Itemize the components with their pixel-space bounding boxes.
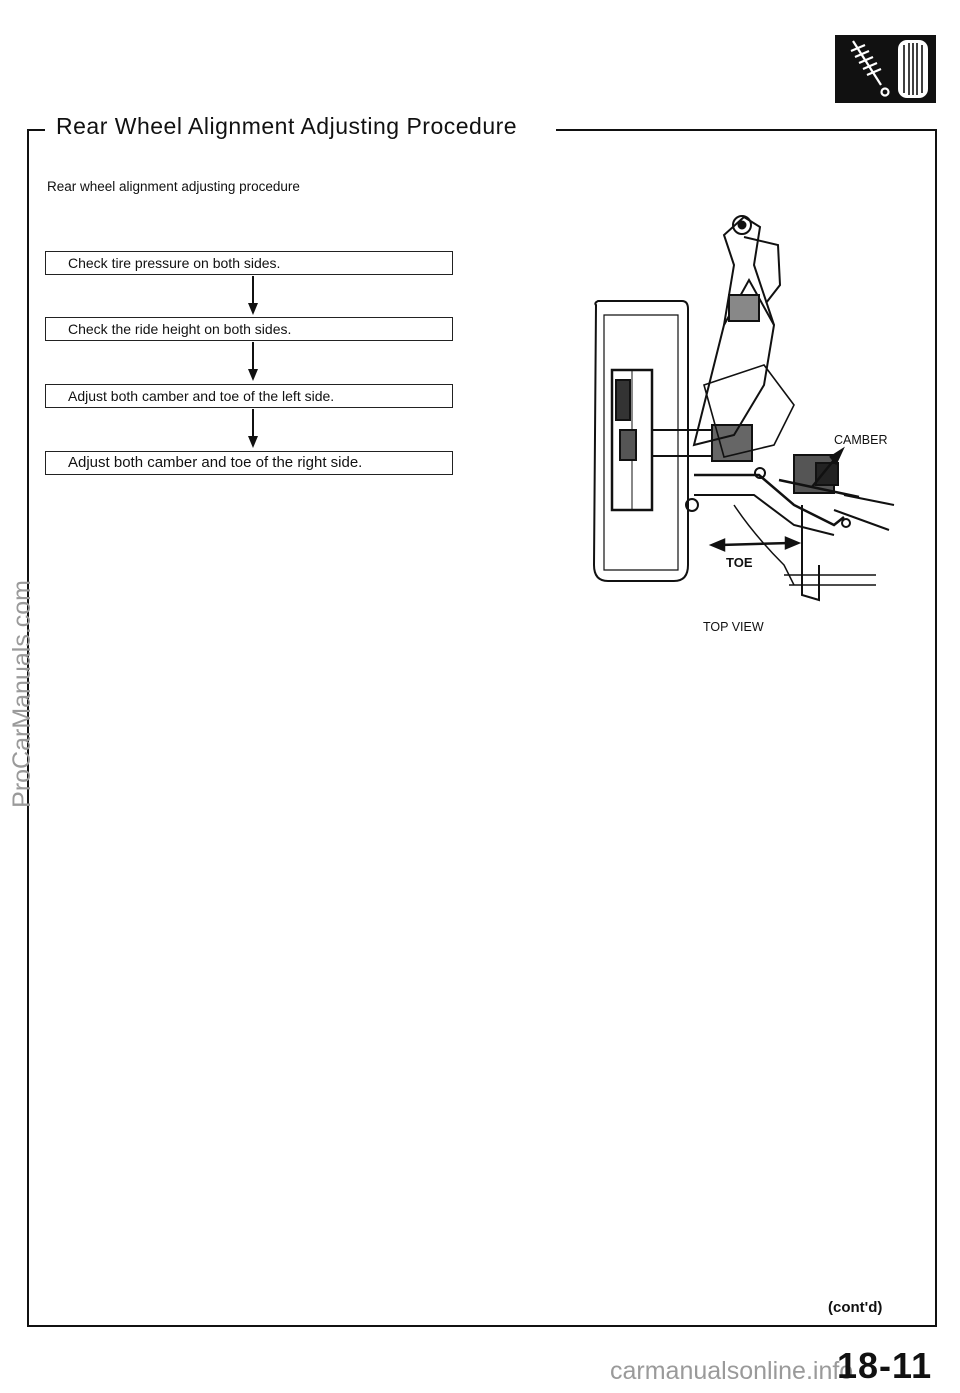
intro-text: Rear wheel alignment adjusting procedure bbox=[47, 179, 300, 194]
step-1-text: Check tire pressure on both sides. bbox=[68, 255, 281, 271]
top-view-caption: TOP VIEW bbox=[703, 620, 764, 634]
flow-arrow-3 bbox=[247, 409, 259, 449]
watermark-carmanualsonline: carmanualsonline.info bbox=[610, 1357, 854, 1385]
flow-arrow-2 bbox=[247, 342, 259, 382]
rear-suspension-illustration bbox=[584, 205, 914, 615]
page-number: 18-11 bbox=[837, 1345, 933, 1386]
frame-top-left-rule bbox=[27, 129, 45, 131]
continued-label: (cont'd) bbox=[828, 1299, 883, 1316]
watermark-procarmanuals: ProCarManuals.com bbox=[8, 580, 36, 808]
step-4-box bbox=[45, 451, 453, 475]
camber-label: CAMBER bbox=[834, 433, 888, 447]
suspension-tire-icon bbox=[835, 35, 936, 103]
step-1-box bbox=[45, 251, 453, 275]
step-2-text: Check the ride height on both sides. bbox=[68, 321, 292, 337]
step-2-box bbox=[45, 317, 453, 341]
step-3-text: Adjust both camber and toe of the left side. bbox=[68, 388, 335, 404]
page-title: Rear Wheel Alignment Adjusting Procedure bbox=[56, 113, 518, 139]
flow-arrow-1 bbox=[247, 276, 259, 316]
step-3-box bbox=[45, 384, 453, 408]
toe-label: TOE bbox=[726, 555, 753, 570]
frame-top-right-rule bbox=[556, 129, 937, 131]
step-4-text: Adjust both camber and toe of the right side. bbox=[68, 454, 363, 471]
